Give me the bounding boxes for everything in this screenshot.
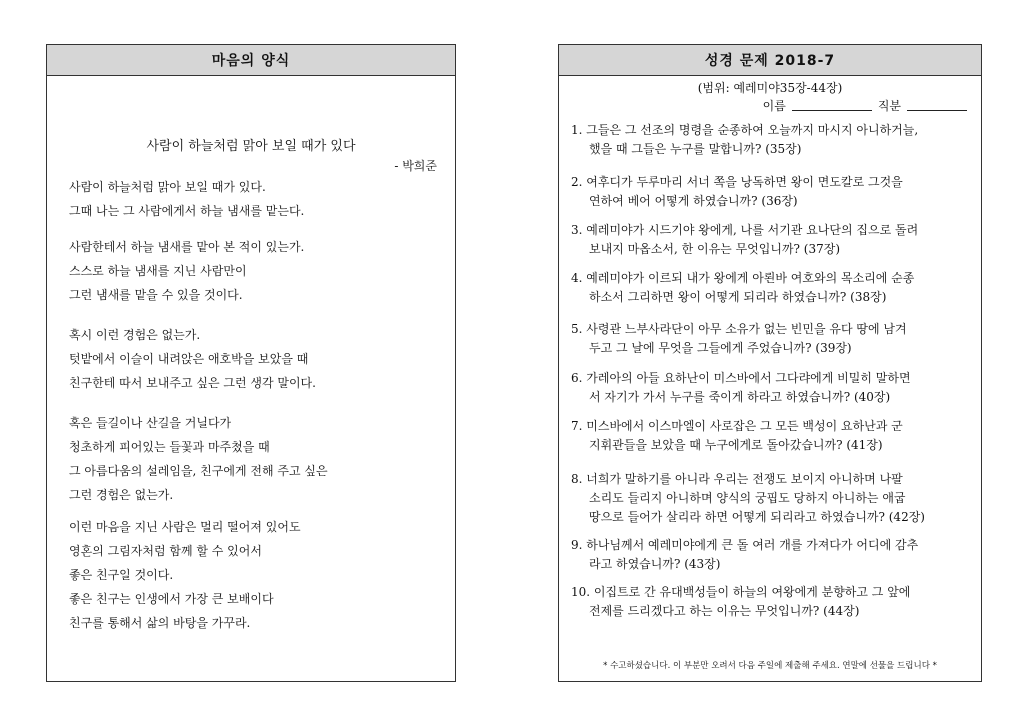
quiz-question — [571, 269, 969, 307]
poem-line: 친구한테 따서 보내주고 싶은 그런 생각 말이다. — [69, 376, 316, 390]
poem-stanza — [69, 235, 304, 307]
poem-line: 사람한테서 하늘 냄새를 맡아 본 적이 있는가. — [69, 240, 305, 254]
question-line: 4. 예레미야가 이르되 내가 왕에게 아뢴바 여호와의 목소리에 순종 — [571, 271, 915, 285]
quiz-question — [571, 173, 969, 211]
poem-author: - 박희준 — [394, 159, 437, 173]
poem-stanza — [69, 411, 328, 507]
name-field[interactable] — [792, 97, 872, 111]
poem-line: 사람이 하늘처럼 맑아 보일 때가 있다. — [69, 180, 266, 194]
poem-line: 영혼의 그림자처럼 함께 할 수 있어서 — [69, 544, 262, 558]
poem-line: 좋은 친구일 것이다. — [69, 568, 174, 582]
poem-line: 좋은 친구는 인생에서 가장 큰 보배이다 — [69, 592, 274, 606]
question-line: 보내지 마옵소서, 한 이유는 무엇입니까? (37장) — [589, 242, 841, 256]
poem-line: 스스로 하늘 냄새를 지닌 사람만이 — [69, 264, 247, 278]
quiz-question — [571, 470, 969, 527]
quiz-panel-header: 성경 문제 2018-7 — [559, 45, 981, 76]
question-line: 했을 때 그들은 누구를 말합니까? (35장) — [589, 142, 802, 156]
poem-panel — [46, 44, 456, 682]
quiz-footer-note: * 수고하셨습니다. 이 부분만 오려서 다음 주일에 제출해 주세요. 연말에 선물을 드립니다 * — [603, 661, 937, 671]
poem-line: 친구를 통해서 삶의 바탕을 가꾸라. — [69, 616, 251, 630]
quiz-range: (범위: 예레미야35장-44장) — [697, 81, 843, 95]
name-row — [763, 97, 967, 114]
question-line: 9. 하나님께서 예레미야에게 큰 돌 여러 개를 가져다가 어디에 감추 — [571, 538, 919, 552]
poem-line: 그 아름다움의 설레임을, 친구에게 전해 주고 싶은 — [69, 464, 328, 478]
question-line: 전제를 드리겠다고 하는 이유는 무엇입니까? (44장) — [589, 604, 860, 618]
poem-line: 이런 마음을 지닌 사람은 멀리 떨어져 있어도 — [69, 520, 301, 534]
poem-stanza — [69, 323, 316, 395]
question-line: 8. 너희가 말하기를 아니라 우리는 전쟁도 보이지 아니하며 나팔 — [571, 472, 903, 486]
question-line: 5. 사령관 느부사라단이 아무 소유가 없는 빈민을 유다 땅에 남겨 — [571, 322, 907, 336]
question-line: 지휘관들을 보았을 때 누구에게로 돌아갔습니까? (41장) — [589, 438, 883, 452]
quiz-question — [571, 320, 969, 358]
poem-line: 청초하게 피어있는 들꽃과 마주쳤을 때 — [69, 440, 270, 454]
question-line: 땅으로 들어가 살리라 하면 어떻게 되리라고 하였습니까? (42장) — [589, 510, 925, 524]
question-line: 1. 그들은 그 선조의 명령을 순종하여 오늘까지 마시지 아니하거늘, — [571, 123, 919, 137]
question-line: 하소서 그리하면 왕이 어떻게 되리라 하였습니까? (38장) — [589, 290, 887, 304]
question-line: 서 자기가 가서 누구를 죽이게 하라고 하였습니까? (40장) — [589, 390, 891, 404]
poem-line: 혹시 이런 경험은 없는가. — [69, 328, 201, 342]
poem-stanza — [69, 515, 301, 635]
poem-line: 그때 나는 그 사람에게서 하늘 냄새를 맡는다. — [69, 204, 305, 218]
position-field[interactable] — [907, 97, 967, 111]
question-line: 6. 가레아의 아들 요하난이 미스바에서 그다랴에게 비밀히 말하면 — [571, 371, 911, 385]
quiz-question — [571, 369, 969, 407]
position-label: 직분 — [877, 99, 901, 113]
question-line: 2. 여후디가 두루마리 서너 쪽을 낭독하면 왕이 면도칼로 그것을 — [571, 175, 903, 189]
poem-line: 혹은 들길이나 산길을 거닐다가 — [69, 416, 232, 430]
quiz-question — [571, 121, 969, 159]
name-label: 이름 — [762, 99, 786, 113]
quiz-question — [571, 417, 969, 455]
question-line: 10. 이집트로 간 유대백성들이 하늘의 여왕에게 분향하고 그 앞에 — [571, 585, 911, 599]
poem-panel-header: 마음의 양식 — [47, 45, 455, 76]
question-line: 7. 미스바에서 이스마엘이 사로잡은 그 모든 백성이 요하난과 군 — [571, 419, 903, 433]
question-line: 연하여 베어 어떻게 하였습니까? (36장) — [589, 194, 798, 208]
poem-line: 그런 경험은 없는가. — [69, 488, 174, 502]
question-line: 소리도 들리지 아니하며 양식의 궁핍도 당하지 아니하는 애굽 — [589, 491, 906, 505]
quiz-question — [571, 536, 969, 574]
question-line: 라고 하였습니까? (43장) — [589, 557, 721, 571]
poem-title: 사람이 하늘처럼 맑아 보일 때가 있다 — [146, 139, 356, 154]
poem-line: 텃밭에서 이슬이 내려앉은 애호박을 보았을 때 — [69, 352, 309, 366]
question-line: 두고 그 날에 무엇을 그들에게 주었습니까? (39장) — [589, 341, 852, 355]
poem-line: 그런 냄새를 맡을 수 있을 것이다. — [69, 288, 243, 302]
question-line: 3. 예레미야가 시드기야 왕에게, 나를 서기관 요나단의 집으로 돌려 — [571, 223, 919, 237]
quiz-panel — [558, 44, 982, 682]
quiz-question — [571, 583, 969, 621]
quiz-question — [571, 221, 969, 259]
poem-stanza — [69, 175, 304, 223]
